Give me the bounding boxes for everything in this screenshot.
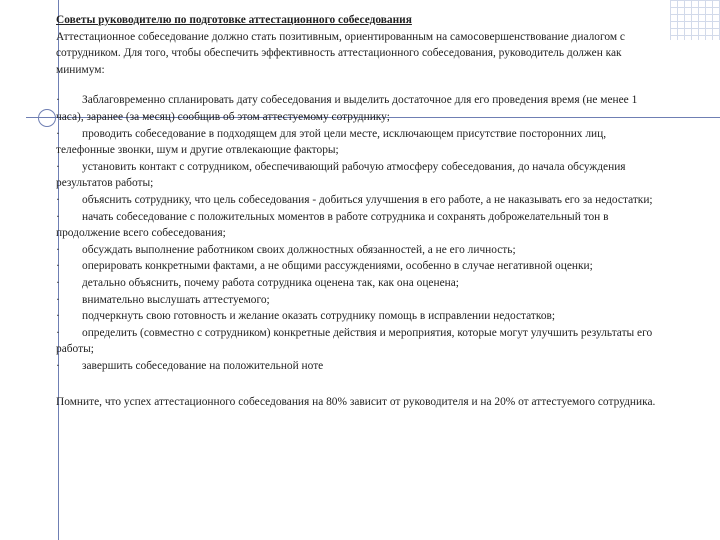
advice-text: внимательно выслушать аттестуемого; xyxy=(82,293,270,306)
document-title: Советы руководителю по подготовке аттестационного собеседования xyxy=(56,14,412,26)
intro-paragraph: Аттестационное собеседование должно стать позитивным, ориентированным на самосовершенствование диалогом с сотрудником. Для того, чтобы обеспечить эффективность аттестационного собеседования, руководитель должен как минимум: xyxy=(56,30,625,76)
advice-list-item xyxy=(56,292,656,309)
advice-text: объяснить сотруднику, что цель собеседования - добиться улучшения в его работе, а не наказывать его за недостатки; xyxy=(82,193,653,206)
advice-list-item xyxy=(56,308,656,325)
advice-text: проводить собеседование в подходящем для этой цели месте, исключающем присутствие посторонних лиц, телефонные звонки, шум и другие отвлекающие факторы; xyxy=(56,127,607,157)
bullet-marker: · xyxy=(56,127,60,140)
bullet-marker: · xyxy=(56,210,60,223)
advice-list-item xyxy=(56,325,656,358)
advice-list-item xyxy=(56,209,656,242)
bullet-marker: · xyxy=(56,310,60,323)
closing-note: Помните, что успех аттестационного собеседования на 80% зависит от руководителя и на 20% от аттестуемого сотрудника. xyxy=(56,396,656,409)
advice-text: обсуждать выполнение работником своих должностных обязанностей, а не его личность; xyxy=(82,243,516,256)
document-body xyxy=(56,12,656,411)
bullet-marker: · xyxy=(56,94,60,107)
advice-text: завершить собеседование на положительной ноте xyxy=(82,359,324,372)
bullet-marker: · xyxy=(56,243,60,256)
advice-list-item xyxy=(56,358,656,375)
advice-text: установить контакт с сотрудником, обеспечивающий рабочую атмосферу собеседования, до начала обсуждения результатов работы; xyxy=(56,160,626,190)
bullet-marker: · xyxy=(56,276,60,289)
advice-list-item xyxy=(56,258,656,275)
advice-text: определить (совместно с сотрудником) конкретные действия и мероприятия, которые могут улучшить результаты его работы; xyxy=(56,326,653,356)
advice-list-item xyxy=(56,275,656,292)
bullet-marker: · xyxy=(56,260,60,273)
bullet-marker: · xyxy=(56,160,60,173)
bullet-marker: · xyxy=(56,193,60,206)
advice-text: подчеркнуть свою готовность и желание оказать сотруднику помощь в исправлении недостатков; xyxy=(82,310,556,323)
advice-list xyxy=(56,92,656,374)
advice-text: Заблаговременно спланировать дату собеседования и выделить достаточное для его проведения время (не менее 1 часа), заранее (за месяц) сообщив об этом аттестуемому сотруднику; xyxy=(56,94,638,123)
bullet-marker: · xyxy=(56,326,60,339)
advice-list-item xyxy=(56,192,656,209)
decorative-grid xyxy=(670,0,720,40)
advice-text: начать собеседование с положительных моментов в работе сотрудника и сохранять доброжелательный тон в продолжение всего собеседования; xyxy=(56,210,609,240)
advice-list-item xyxy=(56,159,656,192)
advice-text: оперировать конкретными фактами, а не общими рассуждениями, особенно в случае негативной оценки; xyxy=(82,260,593,273)
advice-text: детально объяснить, почему работа сотрудника оценена так, как она оценена; xyxy=(82,276,459,289)
decorative-circle xyxy=(38,109,56,127)
bullet-marker: · xyxy=(56,293,60,306)
bullet-marker: · xyxy=(56,359,60,372)
advice-list-item xyxy=(56,126,656,159)
advice-list-item xyxy=(56,242,656,259)
advice-list-item xyxy=(56,92,656,125)
